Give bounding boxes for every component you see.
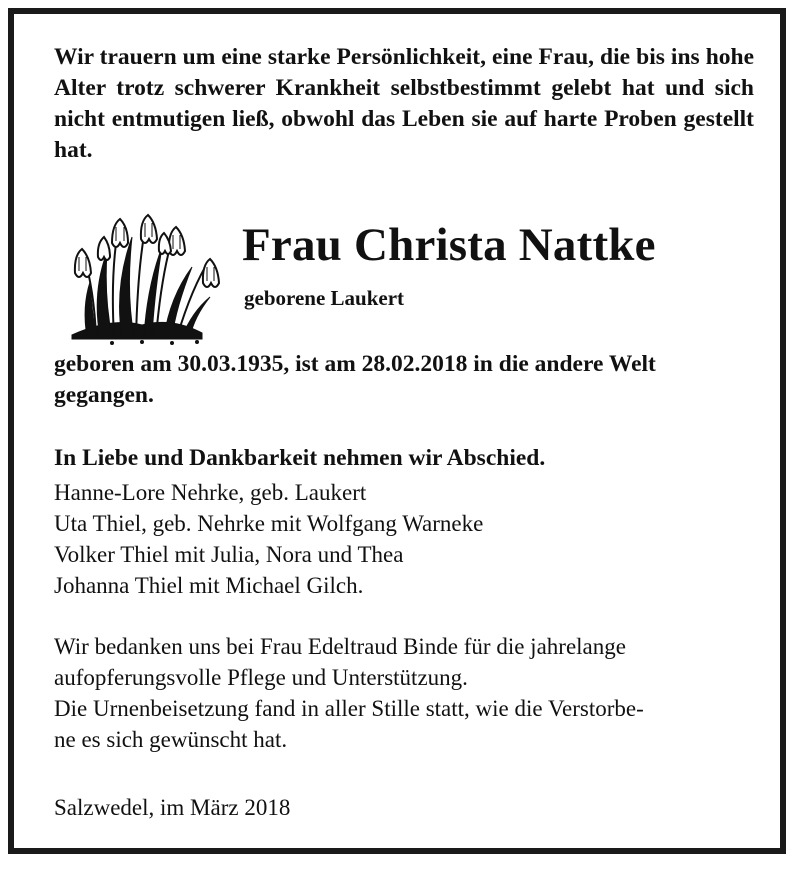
thanks-line: ne es sich gewünscht hat. <box>54 727 288 752</box>
mourner-line: Johanna Thiel mit Michael Gilch. <box>54 573 364 598</box>
intro-line: gelebt hat und sich nicht entmutigen ließ, obwohl das Leben <box>54 75 754 132</box>
dates-line: gegangen. <box>54 382 154 408</box>
dates-paragraph <box>54 349 759 411</box>
dates-line: geboren am 30.03.1935, ist am 28.02.2018 in die andere Welt <box>54 351 656 377</box>
mourner-line: Hanne-Lore Nehrke, geb. Laukert <box>54 480 367 505</box>
mourner-line: Volker Thiel mit Julia, Nora und Thea <box>54 542 404 567</box>
intro-line: Wir trauern um eine starke Persönlichkeit, eine Frau, die <box>54 44 631 70</box>
mourner-line: Uta Thiel, geb. Nehrke mit Wolfgang Warneke <box>54 511 484 536</box>
thanks-line: aufopferungsvolle Pflege und Unterstützung. <box>54 665 468 690</box>
thanks-line: Die Urnenbeisetzung fand in aller Stille statt, wie die Verstorbe- <box>54 696 644 721</box>
intro-line: sie auf harte Proben gestellt hat. <box>54 106 755 163</box>
birth-name: geborene Laukert <box>244 286 405 310</box>
intro-line: bis ins hohe Alter trotz schwerer Krankheit selbstbestimmt <box>54 44 755 101</box>
snowdrop-flowers-icon <box>52 197 232 347</box>
deceased-name: Frau Christa Nattke <box>242 219 656 271</box>
place-date: Salzwedel, im März 2018 <box>54 795 291 820</box>
thanks-line: Wir bedanken uns bei Frau Edeltraud Binde für die jahrelange <box>54 634 626 659</box>
notice-frame <box>8 8 786 854</box>
farewell-heading: In Liebe und Dankbarkeit nehmen wir Abschied. <box>54 445 546 471</box>
intro-paragraph <box>54 42 754 166</box>
